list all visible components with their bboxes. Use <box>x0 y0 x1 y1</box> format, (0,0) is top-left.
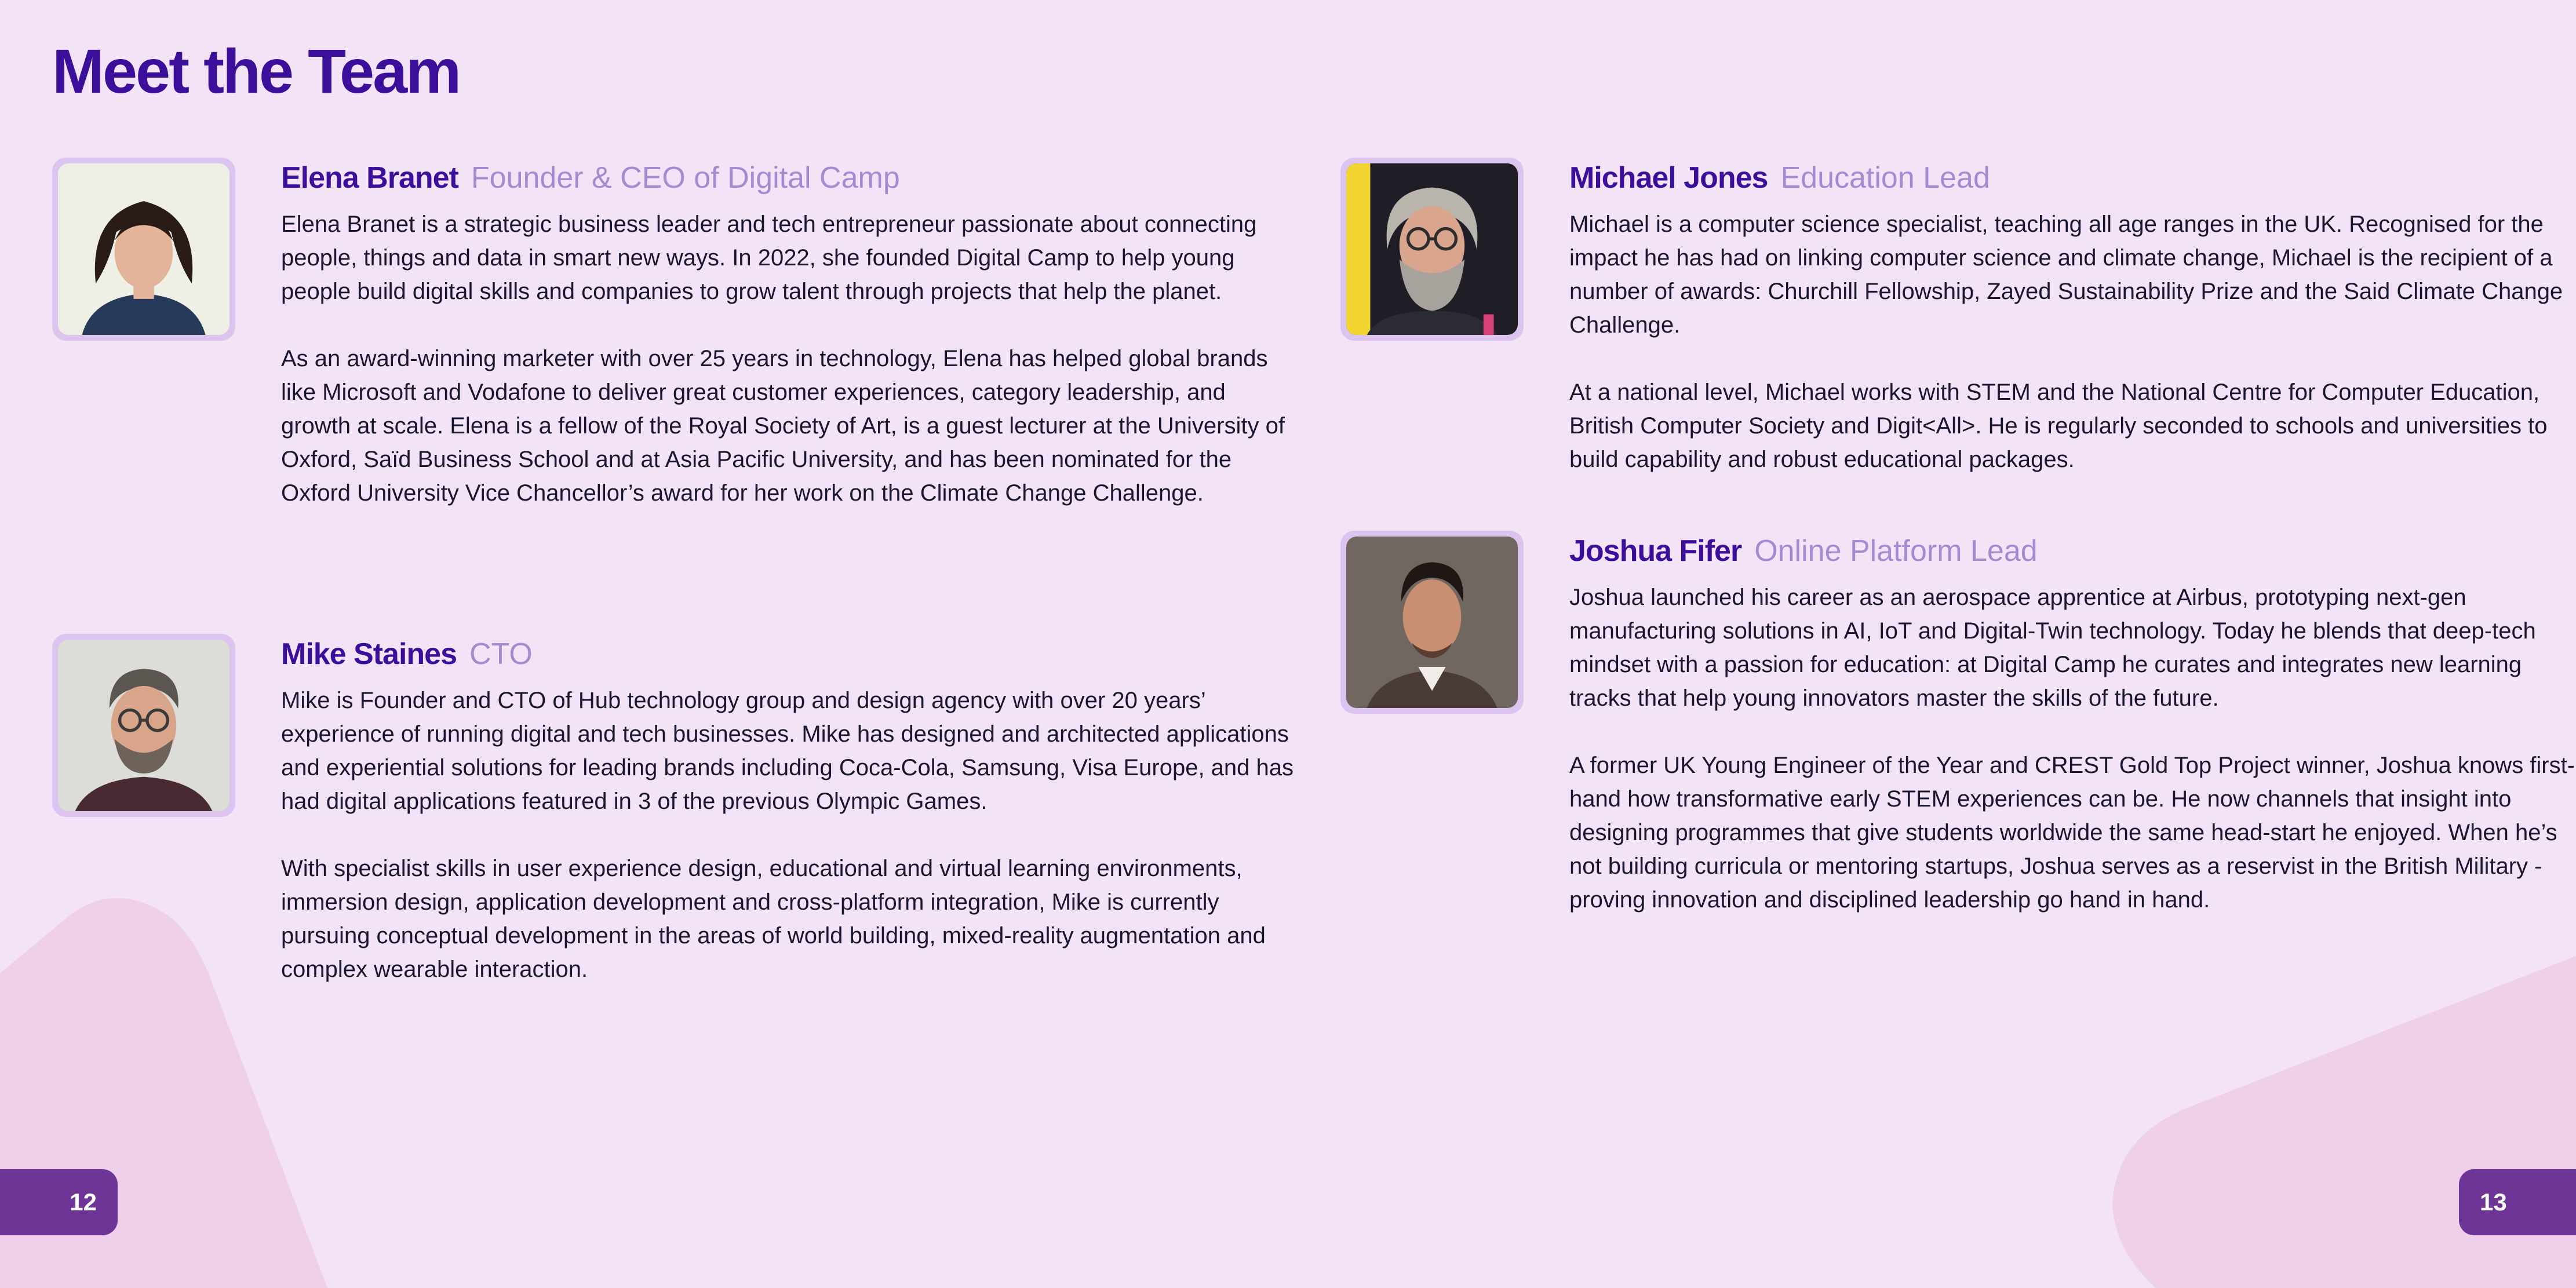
page-number-left: 12 <box>0 1169 118 1235</box>
bio-paragraph: Michael is a computer science specialist, teaching all age ranges in the UK. Recognised for the impact he has had on linking computer science and climate change, Michael is the recipient of a number of awards: Churchill Fellowship, Zayed Sustainability Prize and the Said Climate Change Challenge. <box>1569 211 2563 338</box>
bio-paragraph: Mike is Founder and CTO of Hub technology group and design agency with over 20 years’ experience of running digital and tech businesses. Mike has designed and architected applications and experiential solutions for leading brands including Coca-Cola, Samsung, Visa Europe, and has had digital applications featured in 3 of the previous Olympic Games. <box>281 688 1294 814</box>
bio-paragraph: At a national level, Michael works with STEM and the National Centre for Computer Education, British Computer Society and Digit<All>. He is regularly seconded to schools and universities to build capability and robust educational packages. <box>1569 380 2548 472</box>
page-title: Meet the Team <box>52 36 460 106</box>
member-info <box>281 634 1295 986</box>
member-heading <box>1569 531 2576 571</box>
portrait-young-man-icon <box>1346 537 1518 708</box>
photo-frame <box>52 158 235 341</box>
member-info <box>1569 158 2576 476</box>
member-heading <box>281 634 1295 674</box>
portrait-man-grey-hair-glasses-icon <box>1346 163 1518 335</box>
member-role: Founder & CEO of Digital Camp <box>471 161 900 195</box>
photo-frame <box>1340 158 1524 341</box>
member-name: Joshua Fifer <box>1569 534 1742 568</box>
member-name: Mike Staines <box>281 637 457 671</box>
member-role: Online Platform Lead <box>1754 534 2038 568</box>
bio-paragraph: A former UK Young Engineer of the Year and CREST Gold Top Project winner, Joshua knows first-hand how transformative early STEM experiences can be. He now channels that insight into designing programmes that give students worldwide the same head-start he enjoyed. When he’s not building curricula or mentoring startups, Joshua serves as a reservist in the British Military - proving innovation and disciplined leadership go hand in hand. <box>1569 753 2575 913</box>
portrait-woman-dark-hair-icon <box>58 163 229 335</box>
bio-paragraph: With specialist skills in user experience design, educational and virtual learning environments, immersion design, application development and cross-platform integration, Mike is currently pursuing conceptual development in the areas of world building, mixed-reality augmentation and complex wearable interaction. <box>281 856 1266 982</box>
member-info <box>1569 531 2576 917</box>
member-role: CTO <box>469 637 533 671</box>
member-name: Michael Jones <box>1569 161 1768 195</box>
photo-frame <box>52 634 235 817</box>
page-number-right: 13 <box>2459 1169 2576 1235</box>
bio-paragraph: Elena Branet is a strategic business leader and tech entrepreneur passionate about connecting people, things and data in smart new ways. In 2022, she founded Digital Camp to help young people build digital skills and companies to grow talent through projects that help the planet. <box>281 211 1257 304</box>
member-heading <box>1569 158 2576 198</box>
bio-paragraph: As an award-winning marketer with over 25 years in technology, Elena has helped global brands like Microsoft and Vodafone to deliver great customer experiences, category leadership, and growth at scale. Elena is a fellow of the Royal Society of Art, is a guest lecturer at the University of Oxford, Saïd Business School and at Asia Pacific University, and has been nominated for the Oxford University Vice Chancellor’s award for her work on the Climate Change Challenge. <box>281 346 1285 506</box>
photo-frame <box>1340 531 1524 714</box>
member-info <box>281 158 1295 510</box>
right-blob-shape <box>2112 956 2576 1288</box>
bio-paragraph: Joshua launched his career as an aerospace apprentice at Airbus, prototyping next-gen manufacturing solutions in AI, IoT and Digital-Twin technology. Today he blends that deep-tech mindset with a passion for education: at Digital Camp he curates and integrates new learning tracks that help young innovators master the skills of the future. <box>1569 585 2536 711</box>
member-name: Elena Branet <box>281 161 458 195</box>
portrait-man-glasses-beard-icon <box>58 640 229 811</box>
member-role: Education Lead <box>1780 161 1990 195</box>
member-heading <box>281 158 1295 198</box>
